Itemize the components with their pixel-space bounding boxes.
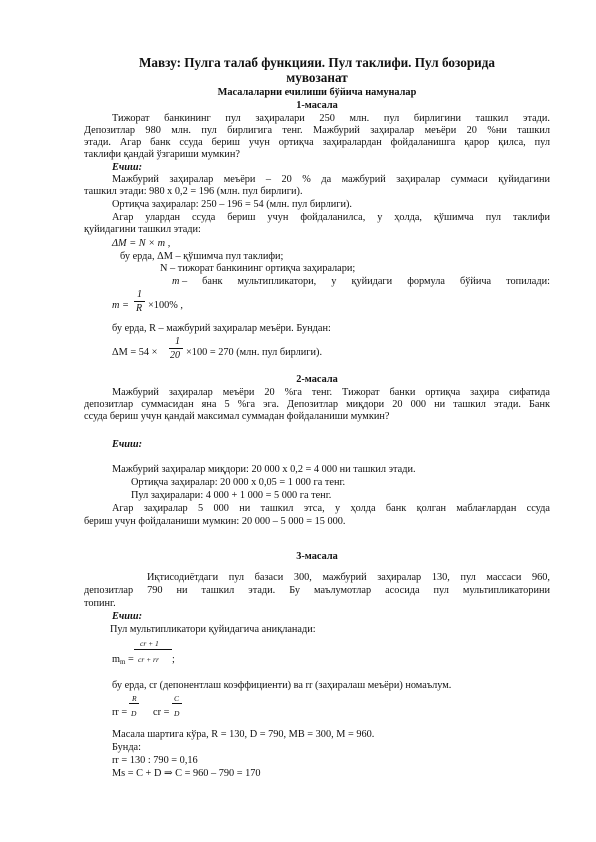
fraction-bar <box>169 348 183 349</box>
where-m-symbol: m <box>172 276 180 287</box>
where-delta-m: бу ерда, ΔM – қўшимча пул таклифи; <box>120 251 284 262</box>
calc-denominator: 20 <box>170 350 180 361</box>
calc-lhs: ΔM = 54 × <box>112 347 158 358</box>
problem-3-heading: 3-масала <box>296 551 338 562</box>
solution-2-line: бериш учун фойдаланиши мумкин: 20 000 – 5 000 = 15 000. <box>84 516 346 527</box>
m-formula-numerator: 1 <box>137 289 142 300</box>
solution-1-line: ташкил этади: 980 х 0,2 = 196 (млн. пул бирлиги). <box>84 186 303 197</box>
problem-3-text-line: Иқтисодиётдаги пул базаси 300, мажбурий заҳиралар 130, пул массаси 960, <box>147 572 550 583</box>
problem-1-text-line: таклифи қандай ўзгариши мумкин? <box>84 149 240 160</box>
solution-1-line: қуйидагини ташкил этади: <box>84 224 201 235</box>
m-formula-denominator: R <box>136 303 143 314</box>
solution-3-line: Ms = C + D ⇒ C = 960 – 790 = 170 <box>112 768 261 779</box>
problem-1-text-line: Депозитлар 980 млн. пул бирлигига тенг. Мажбурий заҳиралар меъёри 20 %ни ташкил <box>84 125 550 136</box>
mm-subscript: m <box>120 658 126 666</box>
solution-1-line: Ортиқча заҳиралар: 250 – 196 = 54 (млн. пул бирлиги). <box>112 199 353 210</box>
mm-symbol: m <box>112 654 121 665</box>
solution-2-line: Пул заҳиралари: 4 000 + 1 000 = 5 000 га тенг. <box>131 490 332 501</box>
fraction-bar <box>134 301 145 302</box>
solution-1-line: Агар улардан ссуда бериш учун фойдаланилса, у ҳолда, қўшимча пул таклифи <box>112 212 550 223</box>
where-r: бу ерда, R – мажбурий заҳиралар меъёри. Бундан: <box>112 323 331 334</box>
cr-denominator: D <box>174 709 180 718</box>
solution-2-label: Ечиш: <box>112 439 143 450</box>
page-title-line2: мувозанат <box>286 70 348 85</box>
rr-numerator: R <box>132 694 137 703</box>
page-subtitle: Масалаларни ечилиши бўйича намуналар <box>217 87 417 98</box>
where-n: N – тижорат банкининг ортиқча заҳиралари; <box>160 263 356 274</box>
rr-denominator: D <box>131 709 137 718</box>
solution-2-line: Мажбурий заҳиралар миқдори: 20 000 х 0,2 = 4 000 ни ташкил этади. <box>112 464 416 475</box>
solution-3-line: Бунда: <box>112 742 141 753</box>
solution-2-line: Агар заҳиралар 5 000 ни ташкил этса, у ҳолда банк қолган маблағлардан ссуда <box>112 503 550 514</box>
problem-2-text-line: депозитлар суммасидан яна 5 %га эга. Депозитлар миқдори 20 000 ни ташкил этади. Банк <box>84 399 550 410</box>
solution-2-line: Ортиқча заҳиралар: 20 000 х 0,05 = 1 000 га тенг. <box>131 477 346 488</box>
m-formula-rhs: ×100% , <box>148 300 183 311</box>
page-title: Мавзу: Пулга талаб функцияи. Пул таклифи. Пул бозорида <box>138 55 496 70</box>
problem-1-text-line: Тижорат банкининг пул заҳиралари 250 млн. пул бирлигини ташкил этади. <box>112 113 550 124</box>
mm-tail: ; <box>172 654 175 665</box>
rr-lhs: rr = <box>112 707 128 718</box>
problem-2-text-line: Мажбурий заҳиралар меъёри 20 %га тенг. Тижорат банки ортиқча заҳира сифатида <box>112 387 550 398</box>
problem-2-heading: 2-масала <box>296 374 338 385</box>
solution-3-line: Пул мультипликатори қуйидагича аниқланади: <box>110 624 316 635</box>
problem-1-heading: 1-масала <box>296 100 338 111</box>
problem-3-text-line: топинг. <box>84 598 116 609</box>
fraction-bar <box>129 703 139 704</box>
cr-numerator: C <box>174 694 180 703</box>
calc-numerator: 1 <box>175 336 180 347</box>
solution-3-line: rr = 130 : 790 = 0,16 <box>112 755 198 766</box>
problem-1-text-line: этади. Агар банк ссуда бериш учун ортиқча заҳиралардан фойдаланишга қарор қилса, пул <box>84 137 550 148</box>
solution-3-line: Масала шартига кўра, R = 130, D = 790, MB = 300, M = 960. <box>112 729 375 740</box>
fraction-bar <box>172 703 182 704</box>
problem-3-text-line: депозитлар 790 ни ташкил этади. Бу маълумотлар асосида пул мультипликаторини <box>84 585 550 596</box>
mm-numerator: cr + 1 <box>140 639 159 648</box>
solution-1-label: Ечиш: <box>112 162 143 173</box>
m-formula-lhs: m = <box>112 300 129 311</box>
problem-2-text-line: ссуда бериш учун қандай максимал суммадан фойдаланиши мумкин? <box>84 411 390 422</box>
solution-1-line: Мажбурий заҳиралар меъёри – 20 % да мажбурий заҳиралар суммаси қуйидагини <box>112 174 550 185</box>
where-m: – банк мультипликатори, у қуйидаги формула бўйича топилади: <box>182 276 550 287</box>
calc-rhs: ×100 = 270 (млн. пул бирлиги). <box>186 347 323 358</box>
mm-denominator: cr + rr <box>138 655 159 664</box>
mm-equals: = <box>125 654 134 665</box>
solution-3-line: бу ерда, cr (депонентлаш коэффициенти) ва rr (заҳиралаш меъёри) номаълум. <box>112 680 452 691</box>
fraction-bar <box>134 649 172 650</box>
solution-3-label: Ечиш: <box>112 611 143 622</box>
formula-delta-m: ΔM = N × m , <box>112 238 171 249</box>
mm-lhs <box>112 654 134 668</box>
cr-lhs: cr = <box>153 707 170 718</box>
